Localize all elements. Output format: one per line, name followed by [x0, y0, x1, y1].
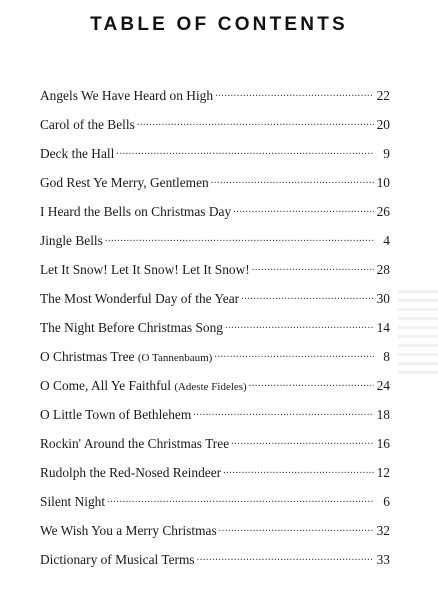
entry-page-number: 4 — [383, 233, 390, 248]
entry-title — [40, 406, 191, 424]
entry-title-text: O Come, All Ye Faithful — [40, 378, 171, 393]
entry-title — [40, 290, 239, 308]
dot-leader — [219, 523, 374, 535]
entry-title-text: God Rest Ye Merry, Gentlemen — [40, 175, 209, 190]
entry-title — [40, 522, 217, 540]
toc-entry[interactable] — [40, 203, 390, 232]
toc-list — [40, 87, 390, 580]
dot-leader — [137, 117, 374, 129]
entry-title — [40, 232, 103, 250]
entry-page-number: 24 — [376, 378, 390, 393]
entry-title-text: Dictionary of Musical Terms — [40, 552, 195, 567]
entry-title — [40, 377, 247, 396]
entry-page-number: 22 — [376, 88, 390, 103]
dot-leader — [214, 349, 374, 361]
entry-title-text: The Night Before Christmas Song — [40, 320, 223, 335]
toc-entry[interactable] — [40, 261, 390, 290]
toc-entry[interactable] — [40, 290, 390, 319]
entry-title — [40, 551, 195, 569]
entry-page-number: 12 — [376, 465, 390, 480]
entry-page-number: 20 — [376, 117, 390, 132]
toc-entry[interactable] — [40, 232, 390, 261]
dot-leader — [116, 146, 374, 158]
toc-entry[interactable] — [40, 319, 390, 348]
entry-title-text: O Little Town of Bethlehem — [40, 407, 192, 422]
entry-page-number: 32 — [376, 523, 390, 538]
dot-leader — [211, 175, 374, 187]
toc-entry[interactable] — [40, 551, 390, 580]
entry-page-number: 10 — [376, 175, 390, 190]
entry-title-text: The Most Wonderful Day of the Year — [40, 291, 240, 306]
entry-title-text: Angels We Have Heard on High — [40, 88, 214, 103]
entry-page-number: 30 — [376, 291, 390, 306]
dot-leader — [223, 465, 374, 477]
dot-leader — [233, 204, 374, 216]
dot-leader — [231, 436, 374, 448]
toc-entry[interactable] — [40, 464, 390, 493]
entry-title — [40, 116, 135, 134]
toc-entry[interactable] — [40, 435, 390, 464]
entry-title — [40, 464, 221, 482]
entry-title-text: O Christmas Tree — [40, 349, 135, 364]
entry-subtitle: (O Tannenbaum) — [137, 352, 213, 364]
entry-title — [40, 493, 105, 511]
entry-page-number: 16 — [376, 436, 390, 451]
dot-leader — [193, 407, 374, 419]
entry-page-number: 9 — [383, 146, 390, 161]
dot-leader — [107, 494, 374, 506]
entry-title-text: Carol of the Bells — [40, 117, 135, 132]
toc-entry[interactable] — [40, 348, 390, 377]
dot-leader — [105, 233, 374, 245]
entry-subtitle: (Adeste Fideles) — [174, 381, 247, 393]
dot-leader — [241, 291, 374, 303]
entry-title — [40, 87, 213, 105]
dot-leader — [252, 262, 374, 274]
entry-page-number: 6 — [383, 494, 390, 509]
entry-title-text: I Heard the Bells on Christmas Day — [40, 204, 232, 219]
toc-entry[interactable] — [40, 145, 390, 174]
entry-title — [40, 203, 231, 221]
entry-title — [40, 174, 209, 192]
entry-title — [40, 435, 229, 453]
toc-entry[interactable] — [40, 406, 390, 435]
entry-page-number: 28 — [376, 262, 390, 277]
entry-title — [40, 319, 223, 337]
entry-page-number: 14 — [376, 320, 390, 335]
toc-entry[interactable] — [40, 522, 390, 551]
dot-leader — [249, 378, 374, 390]
entry-title — [40, 145, 114, 163]
toc-entry[interactable] — [40, 377, 390, 406]
dot-leader — [215, 88, 374, 100]
entry-title-text: Jingle Bells — [40, 233, 103, 248]
entry-page-number: 8 — [383, 349, 390, 364]
page-title: TABLE OF CONTENTS — [90, 14, 348, 35]
toc-entry[interactable] — [40, 87, 390, 116]
print-through-marks — [398, 290, 438, 380]
entry-title-text: Deck the Hall — [40, 146, 115, 161]
toc-entry[interactable] — [40, 116, 390, 145]
entry-title — [40, 348, 212, 367]
entry-title-text: Let It Snow! Let It Snow! Let It Snow! — [40, 262, 250, 277]
toc-entry[interactable] — [40, 174, 390, 203]
entry-page-number: 33 — [376, 552, 390, 567]
entry-title-text: Silent Night — [40, 494, 106, 509]
entry-title — [40, 261, 250, 279]
entry-title-text: We Wish You a Merry Christmas — [40, 523, 217, 538]
dot-leader — [225, 320, 374, 332]
entry-title-text: Rudolph the Red-Nosed Reindeer — [40, 465, 222, 480]
dot-leader — [197, 552, 374, 564]
toc-entry[interactable] — [40, 493, 390, 522]
entry-page-number: 26 — [376, 204, 390, 219]
entry-title-text: Rockin' Around the Christmas Tree — [40, 436, 230, 451]
entry-page-number: 18 — [376, 407, 390, 422]
